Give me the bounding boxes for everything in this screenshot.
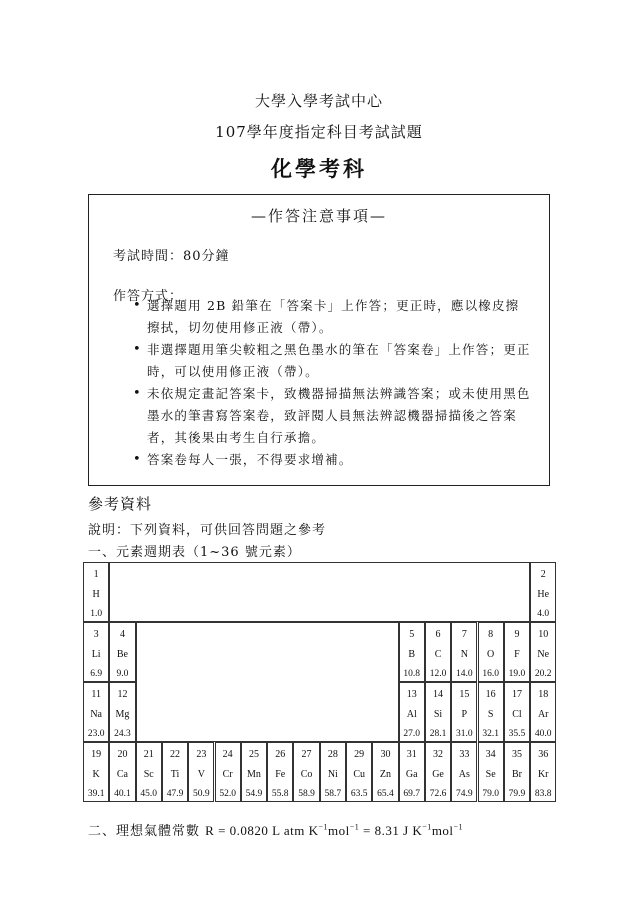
element-atomic-number: 24 xyxy=(222,749,233,760)
element-symbol: V xyxy=(197,769,205,780)
element-atomic-number: 27 xyxy=(301,749,312,760)
element-atomic-number: 29 xyxy=(354,749,365,760)
element-atomic-mass: 52.0 xyxy=(219,789,236,799)
element-atomic-mass: 58.7 xyxy=(324,789,342,799)
element-symbol: Li xyxy=(91,649,101,660)
element-cell-cl xyxy=(504,682,530,742)
element-atomic-mass: 6.9 xyxy=(90,669,103,679)
element-atomic-number: 20 xyxy=(117,749,128,760)
element-symbol: Si xyxy=(433,709,443,720)
element-atomic-mass: 12.0 xyxy=(429,669,447,679)
element-atomic-mass: 27.0 xyxy=(403,729,421,739)
instructions-title: —作答注意事項— xyxy=(250,207,387,225)
element-atomic-mass: 72.6 xyxy=(429,789,447,799)
exam-organization: 大學入學考試中心 xyxy=(254,92,383,110)
element-atomic-number: 33 xyxy=(459,749,470,760)
element-symbol: S xyxy=(487,709,494,720)
element-cell-cr xyxy=(215,742,241,802)
element-symbol: Ti xyxy=(170,769,180,780)
element-atomic-number: 3 xyxy=(93,629,99,640)
element-atomic-mass: 23.0 xyxy=(87,729,105,739)
element-cell-ca xyxy=(109,742,135,802)
element-symbol: Ar xyxy=(537,709,549,720)
element-atomic-mass: 32.1 xyxy=(482,729,499,739)
element-atomic-number: 8 xyxy=(488,629,494,640)
reference-description: 說明：下列資料，可供回答問題之參考 xyxy=(88,523,327,538)
rule-item: • 選擇題用 2B 鉛筆在「答案卡」上作答；更正時，應以橡皮擦擦拭，切勿使用修正液（帶）。 xyxy=(133,295,533,339)
element-cell-br xyxy=(504,742,530,802)
element-atomic-mass: 31.0 xyxy=(456,729,473,739)
rules-list xyxy=(133,295,533,471)
element-cell-b xyxy=(399,622,425,682)
element-symbol: Sc xyxy=(143,769,154,780)
element-atomic-number: 10 xyxy=(538,629,549,640)
table-empty-region xyxy=(136,622,399,742)
element-atomic-number: 26 xyxy=(275,749,286,760)
element-cell-ti xyxy=(162,742,188,802)
periodic-table-title: 一、元素週期表（1~36 號元素） xyxy=(88,545,301,560)
rule-item: • 未依規定畫記答案卡，致機器掃描無法辨識答案；或未使用黑色墨水的筆書寫答案卷，致評閱人員無法辨認機器掃描後之答案者，其後果由考生自行承擔。 xyxy=(133,383,533,449)
element-atomic-number: 1 xyxy=(93,569,99,580)
element-cell-se xyxy=(478,742,504,802)
element-symbol: Fe xyxy=(275,769,286,780)
element-atomic-number: 30 xyxy=(380,749,391,760)
element-atomic-mass: 69.7 xyxy=(403,789,421,799)
element-symbol: F xyxy=(514,649,520,660)
element-atomic-number: 36 xyxy=(538,749,549,760)
element-atomic-mass: 83.8 xyxy=(534,789,552,799)
instructions-box xyxy=(88,194,550,486)
formula-part: R = 0.0820 L atm K xyxy=(205,823,319,838)
rule-item: • 非選擇題用筆尖較粗之黑色墨水的筆在「答案卷」上作答；更正時，可以使用修正液（帶）。 xyxy=(133,339,533,383)
element-cell-h xyxy=(83,562,109,622)
exam-time: 考試時間：80分鐘 xyxy=(113,249,230,264)
element-symbol: Na xyxy=(90,709,102,720)
element-atomic-number: 12 xyxy=(117,689,128,700)
element-symbol: Ge xyxy=(432,769,444,780)
element-symbol: Cu xyxy=(353,769,365,780)
gas-constant xyxy=(88,820,463,839)
element-atomic-mass: 47.9 xyxy=(166,789,184,799)
element-symbol: K xyxy=(92,769,100,780)
element-symbol: Al xyxy=(406,709,417,720)
element-symbol: C xyxy=(434,649,442,660)
element-cell-as xyxy=(451,742,477,802)
element-cell-k xyxy=(83,742,109,802)
element-symbol: Mn xyxy=(246,769,261,780)
element-cell-c xyxy=(425,622,451,682)
element-symbol: Co xyxy=(300,769,313,780)
formula-part: = 8.31 J K xyxy=(359,823,423,838)
element-cell-s xyxy=(478,682,504,742)
subject-title: 化學考科 xyxy=(271,156,367,181)
element-atomic-mass: 4.0 xyxy=(537,609,550,619)
element-cell-o xyxy=(478,622,504,682)
element-symbol: Br xyxy=(511,769,522,780)
element-atomic-number: 6 xyxy=(435,629,441,640)
element-atomic-number: 32 xyxy=(433,749,444,760)
element-atomic-mass: 74.9 xyxy=(456,789,473,799)
element-atomic-mass: 40.1 xyxy=(114,789,131,799)
element-atomic-mass: 1.0 xyxy=(90,609,103,619)
element-atomic-number: 28 xyxy=(327,749,338,760)
element-symbol: H xyxy=(92,589,100,600)
exam-title: 107學年度指定科目考試試題 xyxy=(215,123,423,141)
element-atomic-number: 5 xyxy=(409,629,415,640)
element-atomic-number: 18 xyxy=(538,689,549,700)
element-cell-al xyxy=(399,682,425,742)
element-atomic-mass: 20.2 xyxy=(534,669,552,679)
element-atomic-mass: 63.5 xyxy=(350,789,368,799)
element-cell-f xyxy=(504,622,530,682)
element-atomic-number: 35 xyxy=(511,749,522,760)
element-atomic-number: 22 xyxy=(170,749,181,760)
periodic-table xyxy=(83,562,557,802)
element-atomic-mass: 9.0 xyxy=(116,669,129,679)
element-cell-si xyxy=(425,682,451,742)
gas-constant-label: 二、理想氣體常數 xyxy=(88,824,201,839)
element-atomic-mass: 45.0 xyxy=(140,789,158,799)
element-symbol: Se xyxy=(485,769,496,780)
element-atomic-mass: 50.9 xyxy=(193,789,210,799)
element-atomic-number: 7 xyxy=(461,629,467,640)
element-cell-ne xyxy=(530,622,556,682)
formula-exponent: −1 xyxy=(422,822,432,832)
element-atomic-mass: 19.0 xyxy=(508,669,526,679)
reference-title: 參考資料 xyxy=(88,495,153,513)
element-cell-he xyxy=(530,562,556,622)
element-atomic-number: 9 xyxy=(514,629,520,640)
element-cell-ge xyxy=(425,742,451,802)
element-cell-ar xyxy=(530,682,556,742)
element-atomic-mass: 65.4 xyxy=(377,789,394,799)
element-atomic-number: 17 xyxy=(511,689,522,700)
element-cell-co xyxy=(293,742,319,802)
formula-part: mol xyxy=(328,823,350,838)
element-symbol: Ni xyxy=(327,769,338,780)
element-cell-ga xyxy=(399,742,425,802)
table-empty-region xyxy=(109,562,530,622)
element-cell-be xyxy=(109,622,135,682)
element-atomic-number: 31 xyxy=(406,749,417,760)
element-atomic-number: 4 xyxy=(119,629,125,640)
element-atomic-mass: 10.8 xyxy=(403,669,421,679)
formula-exponent: −1 xyxy=(349,822,360,832)
element-atomic-mass: 35.5 xyxy=(508,729,526,739)
element-atomic-mass: 28.1 xyxy=(429,729,447,739)
element-symbol: Be xyxy=(116,649,128,660)
element-cell-zn xyxy=(372,742,398,802)
element-cell-mn xyxy=(241,742,267,802)
element-symbol: Ga xyxy=(405,769,418,780)
element-symbol: Cr xyxy=(222,769,233,780)
element-cell-ni xyxy=(320,742,346,802)
element-cell-v xyxy=(188,742,214,802)
element-symbol: Kr xyxy=(537,769,549,780)
element-cell-mg xyxy=(109,682,135,742)
element-symbol: Ne xyxy=(537,649,550,660)
element-atomic-mass: 40.0 xyxy=(534,729,552,739)
element-atomic-mass: 54.9 xyxy=(245,789,263,799)
element-atomic-number: 15 xyxy=(459,689,470,700)
element-symbol: Zn xyxy=(379,769,391,780)
element-atomic-mass: 14.0 xyxy=(456,669,473,679)
formula-part: mol xyxy=(431,823,454,838)
element-cell-sc xyxy=(136,742,162,802)
formula-exponent: −1 xyxy=(453,822,464,832)
element-atomic-mass: 24.3 xyxy=(114,729,131,739)
element-cell-li xyxy=(83,622,109,682)
element-cell-p xyxy=(451,682,477,742)
element-atomic-mass: 55.8 xyxy=(271,789,289,799)
element-symbol: O xyxy=(487,649,495,660)
element-cell-cu xyxy=(346,742,372,802)
element-atomic-number: 13 xyxy=(406,689,417,700)
element-atomic-number: 2 xyxy=(540,569,546,580)
element-atomic-number: 25 xyxy=(248,749,259,760)
formula-exponent: −1 xyxy=(318,822,329,832)
answer-method-label: 作答方式： xyxy=(113,289,184,304)
element-atomic-mass: 58.9 xyxy=(298,789,315,799)
element-atomic-mass: 16.0 xyxy=(482,669,499,679)
element-cell-na xyxy=(83,682,109,742)
element-symbol: B xyxy=(408,649,416,660)
element-symbol: Mg xyxy=(115,709,130,720)
element-atomic-number: 11 xyxy=(91,689,101,700)
element-atomic-number: 23 xyxy=(196,749,207,760)
element-atomic-mass: 39.1 xyxy=(87,789,105,799)
gas-constant-formula xyxy=(205,823,463,838)
rule-item: • 答案卷每人一張，不得要求增補。 xyxy=(133,449,533,471)
element-atomic-number: 19 xyxy=(91,749,102,760)
element-cell-kr xyxy=(530,742,556,802)
element-atomic-mass: 79.9 xyxy=(508,789,526,799)
element-atomic-number: 34 xyxy=(485,749,496,760)
element-cell-n xyxy=(451,622,477,682)
element-atomic-number: 16 xyxy=(485,689,496,700)
element-atomic-mass: 79.0 xyxy=(482,789,499,799)
element-symbol: As xyxy=(458,769,470,780)
element-atomic-number: 14 xyxy=(433,689,444,700)
element-symbol: He xyxy=(537,589,550,600)
element-symbol: Cl xyxy=(512,709,522,720)
element-symbol: N xyxy=(460,649,468,660)
element-symbol: P xyxy=(461,709,468,720)
element-cell-fe xyxy=(267,742,293,802)
element-symbol: Ca xyxy=(116,769,128,780)
element-atomic-number: 21 xyxy=(143,749,154,760)
